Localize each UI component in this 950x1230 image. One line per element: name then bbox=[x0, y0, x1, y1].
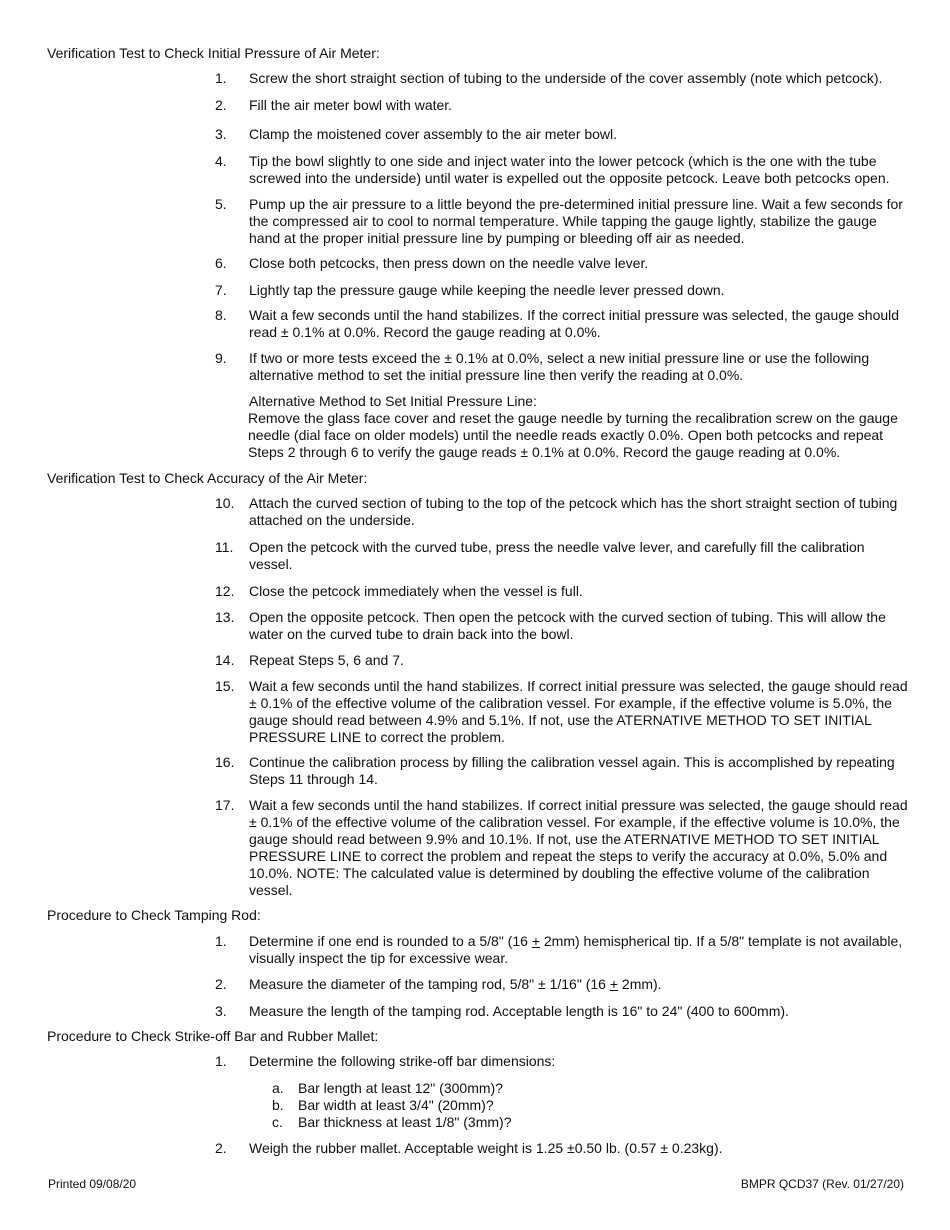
step-text: Wait a few seconds until the hand stabilizes. If the correct initial pressure was selected, the gauge should read ± 0.1% at 0.0%. Record the gauge reading at 0.0%. bbox=[249, 307, 900, 340]
step-text: Repeat Steps 5, 6 and 7. bbox=[249, 652, 404, 668]
list-item bbox=[215, 282, 910, 299]
sub-item-letter: b. bbox=[272, 1097, 284, 1113]
step-text: Weigh the rubber mallet. Acceptable weight is 1.25 ±0.50 lb. (0.57 ± 0.23kg). bbox=[249, 1140, 723, 1156]
step-number: 8. bbox=[215, 307, 227, 323]
step-text: If two or more tests exceed the ± 0.1% at 0.0%, select a new initial pressure line or use the following alternative method to set the initial pressure line then verify the reading at 0.0%. bbox=[249, 350, 870, 383]
step-number: 10. bbox=[215, 495, 235, 511]
step-text: Measure the diameter of the tamping rod, 5/8" ± 1/16" (16 + 2mm). bbox=[249, 976, 662, 992]
alternative-method bbox=[248, 393, 908, 461]
sub-list-item bbox=[272, 1097, 494, 1114]
step-text: Clamp the moistened cover assembly to the air meter bowl. bbox=[249, 126, 618, 142]
step-text: Pump up the air pressure to a little beyond the pre-determined initial pressure line. Wait a few seconds for the compressed air to cool to normal temperature. While tapping the gauge lightly, stabilize the gauge hand at the proper initial pressure line by pumping or bleeding off air as needed. bbox=[249, 196, 903, 246]
sub-item-text: Bar thickness at least 1/8" (3mm)? bbox=[298, 1114, 512, 1130]
step-number: 2. bbox=[215, 976, 227, 992]
sub-list-item bbox=[272, 1114, 512, 1131]
footer-form-id: BMPR QCD37 (Rev. 01/27/20) bbox=[740, 1177, 904, 1191]
step-number: 3. bbox=[215, 1003, 227, 1019]
step-number: 5. bbox=[215, 196, 227, 212]
sub-item-letter: a. bbox=[272, 1080, 284, 1096]
section-heading-strike-off: Procedure to Check Strike-off Bar and Rubber Mallet: bbox=[47, 1028, 379, 1044]
step-text: Open the petcock with the curved tube, press the needle valve lever, and carefully fill the calibration vessel. bbox=[249, 539, 865, 572]
list-item bbox=[215, 495, 910, 529]
sub-item-text: Bar width at least 3/4" (20mm)? bbox=[298, 1097, 494, 1113]
step-text: Determine the following strike-off bar dimensions: bbox=[249, 1053, 556, 1069]
list-item bbox=[215, 797, 910, 899]
list-item bbox=[215, 933, 910, 967]
step-number: 11. bbox=[215, 539, 234, 555]
alternative-method-title: Alternative Method to Set Initial Pressure Line: bbox=[249, 393, 537, 409]
step-text: Screw the short straight section of tubing to the underside of the cover assembly (note which petcock). bbox=[249, 70, 883, 86]
step-number: 13. bbox=[215, 609, 235, 625]
list-item bbox=[215, 350, 910, 384]
list-item bbox=[215, 539, 910, 573]
list-item bbox=[215, 1003, 910, 1020]
step-number: 4. bbox=[215, 153, 227, 169]
step-text: Wait a few seconds until the hand stabilizes. If correct initial pressure was selected, the gauge should read ± 0.1% of the effective volume of the calibration vessel. For example, if the effective volume is 5.0%, the gauge should read between 4.9% and 5.1%. If not, use the ATERNATIVE METHOD TO SET INITIAL PRESSURE LINE to correct the problem. bbox=[249, 678, 908, 745]
list-item bbox=[215, 70, 910, 87]
step-text: Tip the bowl slightly to one side and inject water into the lower petcock (which is the one with the tube screwed into the underside) until water is expelled out the opposite petcock. Leave both petcocks open. bbox=[249, 153, 890, 186]
step-text: Attach the curved section of tubing to the top of the petcock which has the short straight section of tubing attached on the underside. bbox=[249, 495, 898, 528]
step-number: 12. bbox=[215, 583, 235, 599]
step-number: 9. bbox=[215, 350, 227, 366]
list-item bbox=[215, 153, 910, 187]
list-item bbox=[215, 976, 910, 993]
step-text: Close the petcock immediately when the vessel is full. bbox=[249, 583, 583, 599]
step-text: Determine if one end is rounded to a 5/8" (16 + 2mm) hemispherical tip. If a 5/8" template is not available, visually inspect the tip for excessive wear. bbox=[249, 933, 903, 966]
list-item bbox=[215, 609, 910, 643]
sub-list-item bbox=[272, 1080, 503, 1097]
step-number: 16. bbox=[215, 754, 235, 770]
section-heading-pressure-test: Verification Test to Check Initial Pressure of Air Meter: bbox=[47, 45, 380, 61]
list-item bbox=[215, 97, 910, 114]
step-text: Lightly tap the pressure gauge while keeping the needle lever pressed down. bbox=[249, 282, 725, 298]
list-item bbox=[215, 652, 910, 669]
step-text: Open the opposite petcock. Then open the petcock with the curved section of tubing. This will allow the water on the curved tube to drain back into the bowl. bbox=[249, 609, 886, 642]
step-number: 7. bbox=[215, 282, 227, 298]
step-number: 1. bbox=[215, 933, 227, 949]
step-number: 17. bbox=[215, 797, 235, 813]
step-number: 1. bbox=[215, 1053, 227, 1069]
section-heading-accuracy-test: Verification Test to Check Accuracy of the Air Meter: bbox=[47, 470, 368, 486]
list-item bbox=[215, 583, 910, 600]
alternative-method-text: Remove the glass face cover and reset the gauge needle by turning the recalibration screw on the gauge needle (dial face on older models) until the needle reads exactly 0.0%. Open both petcocks and repeat Steps 2 through 6 to verify the gauge reads ± 0.1% at 0.0%. Record the gauge reading at 0.0%. bbox=[248, 410, 898, 460]
list-item bbox=[215, 255, 910, 272]
list-item bbox=[215, 754, 910, 788]
sub-item-letter: c. bbox=[272, 1114, 283, 1130]
list-item bbox=[215, 678, 910, 746]
step-number: 1. bbox=[215, 70, 227, 86]
list-item bbox=[215, 1053, 910, 1070]
step-number: 6. bbox=[215, 255, 227, 271]
section-heading-tamping-rod: Procedure to Check Tamping Rod: bbox=[47, 907, 261, 923]
step-text: Continue the calibration process by filling the calibration vessel again. This is accomplished by repeating Steps 11 through 14. bbox=[249, 754, 895, 787]
step-number: 2. bbox=[215, 1140, 227, 1156]
list-item bbox=[215, 1140, 910, 1157]
step-text: Wait a few seconds until the hand stabilizes. If correct initial pressure was selected, the gauge should read ± 0.1% of the effective volume of the calibration vessel. For example, if the effective volume is 10.0%, the gauge should read between 9.9% and 10.1%. If not, use the ATERNATIVE METHOD TO SET INITIAL PRESSURE LINE to correct the problem and repeat the steps to verify the accuracy at 0.0%, 5.0% and 10.0%. NOTE: The calculated value is determined by doubling the effective volume of the calibration vessel. bbox=[249, 797, 908, 898]
step-number: 14. bbox=[215, 652, 235, 668]
footer-printed-date: Printed 09/08/20 bbox=[48, 1177, 137, 1191]
step-text: Measure the length of the tamping rod. Acceptable length is 16" to 24" (400 to 600mm). bbox=[249, 1003, 789, 1019]
step-number: 15. bbox=[215, 678, 235, 694]
step-text: Fill the air meter bowl with water. bbox=[249, 97, 453, 113]
sub-item-text: Bar length at least 12" (300mm)? bbox=[298, 1080, 503, 1096]
list-item bbox=[215, 307, 910, 341]
list-item bbox=[215, 126, 910, 143]
list-item bbox=[215, 196, 910, 247]
step-text: Close both petcocks, then press down on the needle valve lever. bbox=[249, 255, 649, 271]
step-number: 3. bbox=[215, 126, 227, 142]
step-number: 2. bbox=[215, 97, 227, 113]
